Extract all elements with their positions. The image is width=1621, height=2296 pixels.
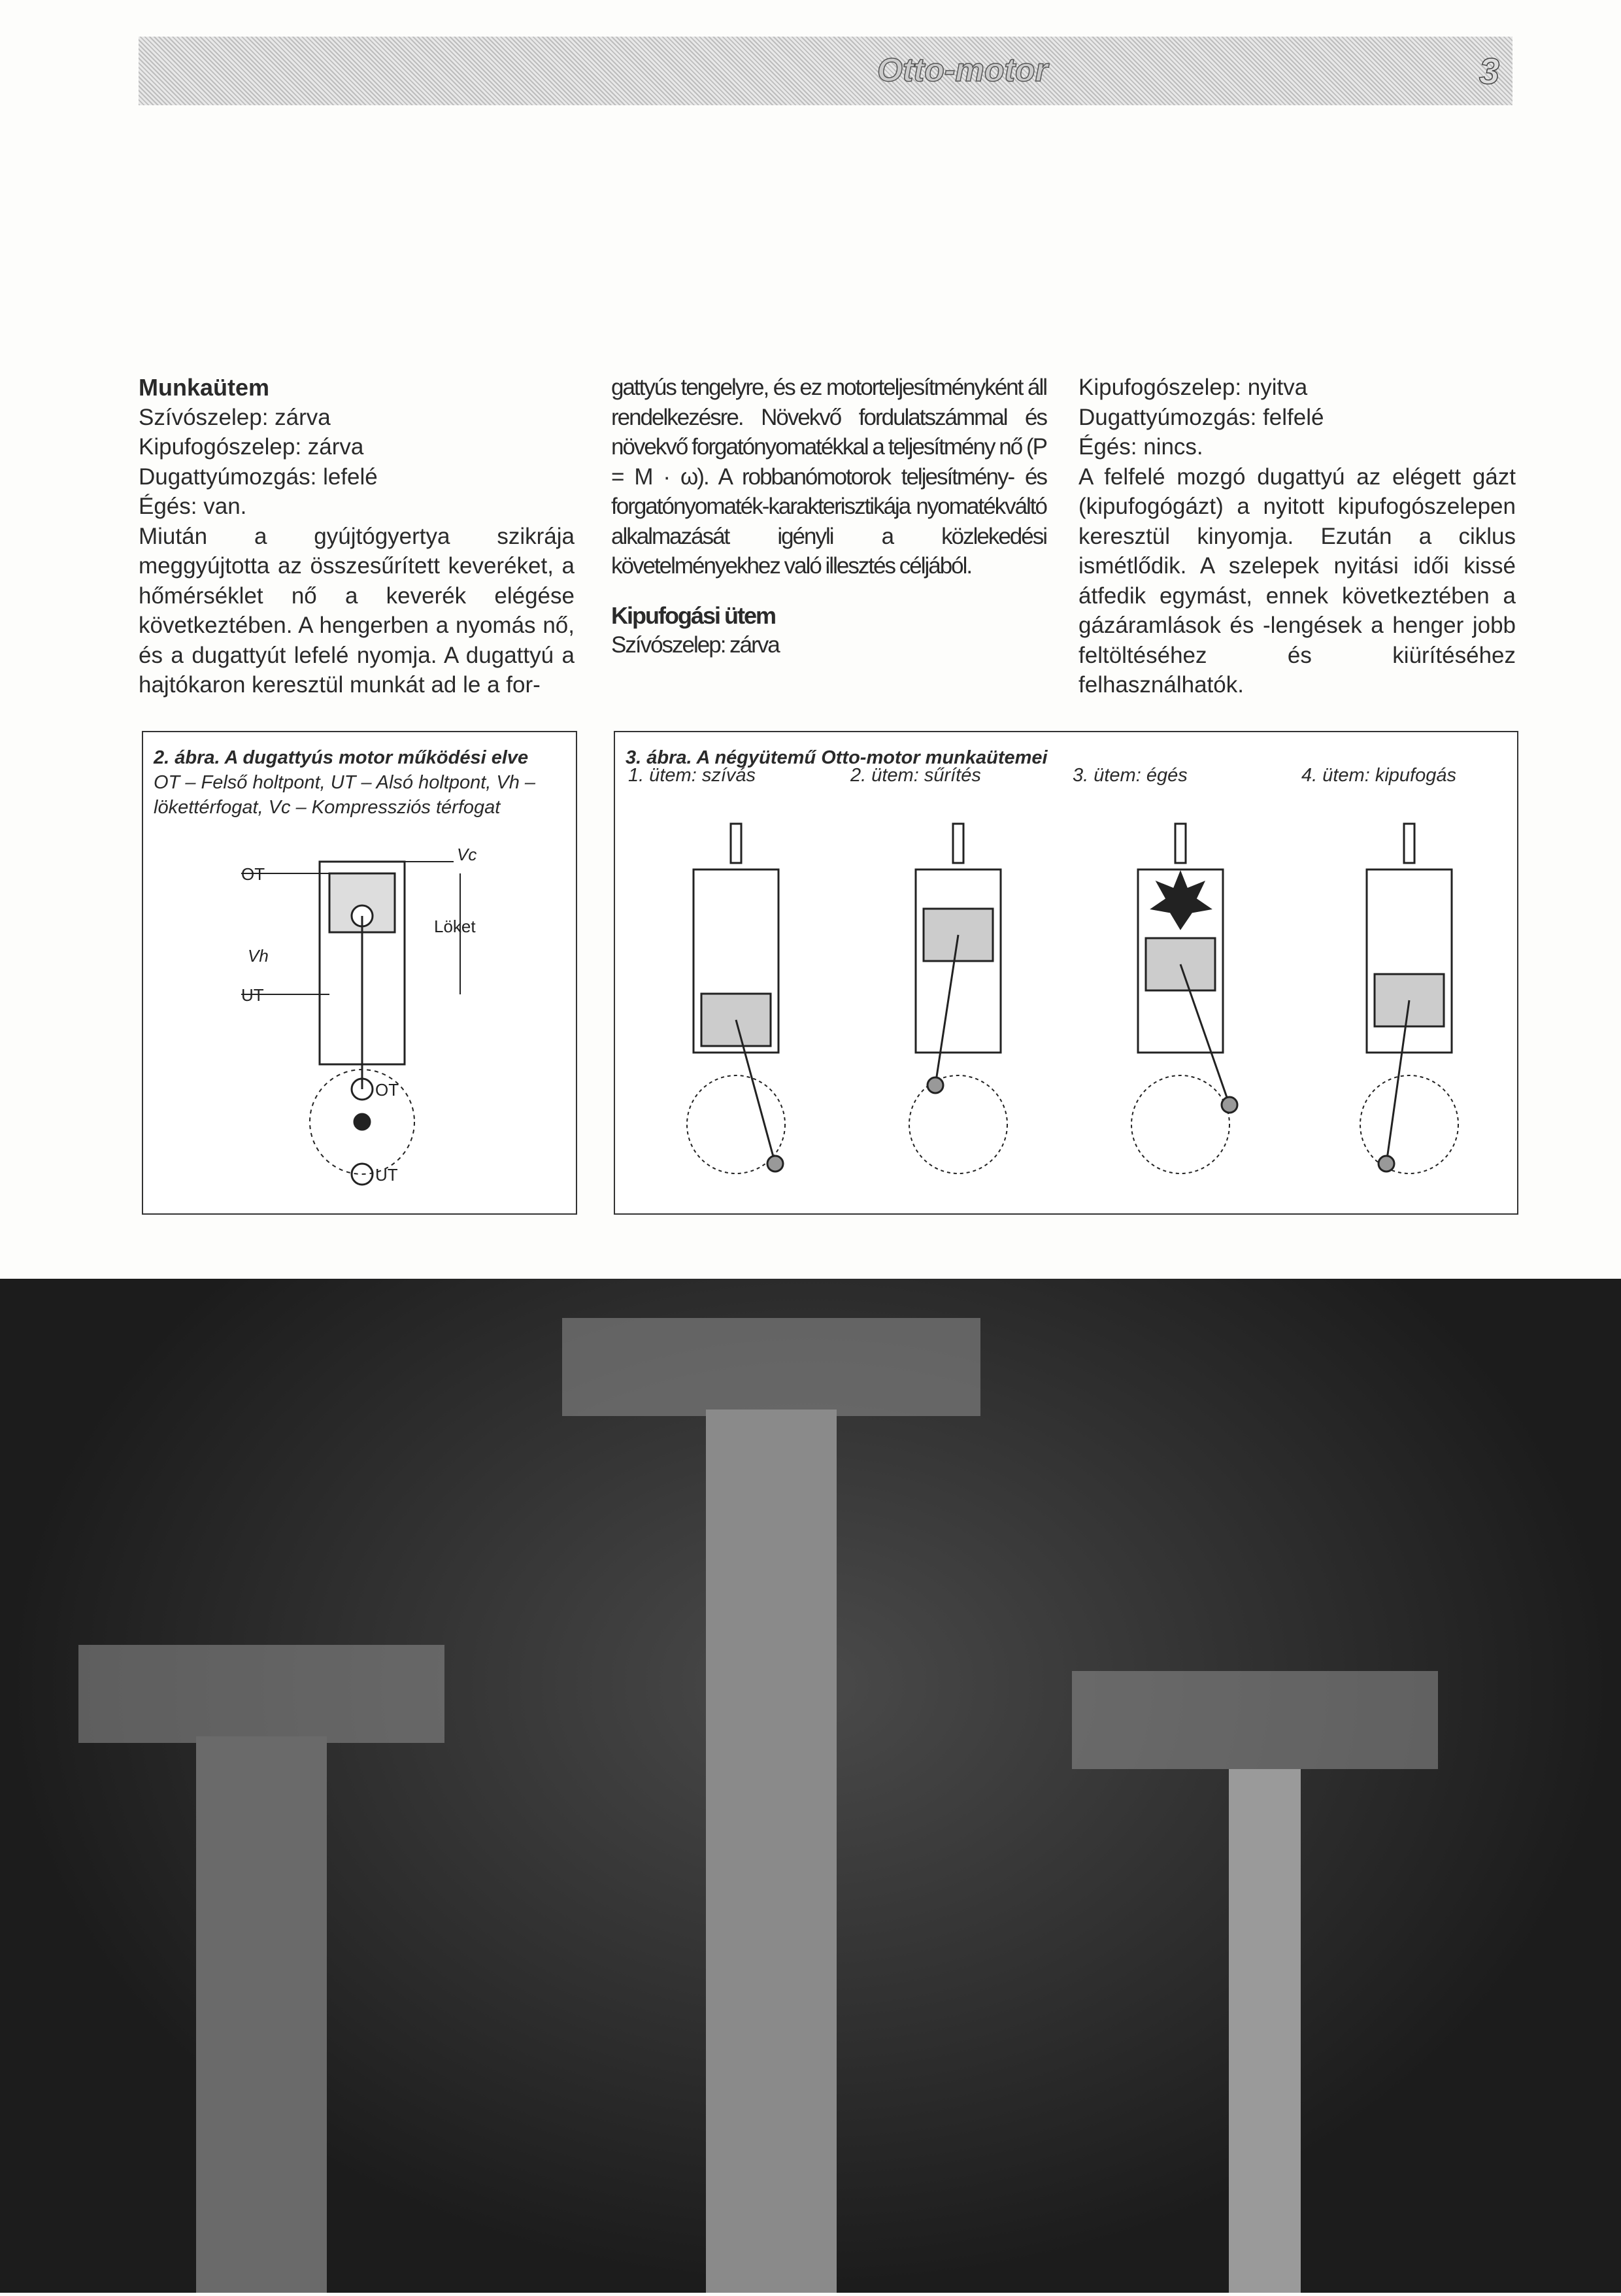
stroke-combustion <box>1131 824 1237 1173</box>
stroke-compression <box>909 824 1007 1173</box>
stroke-exhaust <box>1360 824 1458 1173</box>
step-label-intake: 1. ütem: szívás <box>628 765 756 786</box>
label-ot-crank: OT <box>375 1080 399 1100</box>
paragraph: A felfelé mozgó dugattyú az elégett gázt (kipufogógázt) a nyitott kipufogószelepen keresztül kinyomja. Ezután a ciklus ismétlődik. A szelepek nyitási idői kissé átfedik egymást, ennek következtében a gázáramlások és -lengések a henger jobb feltöltéséhez és kiürítéséhez felhasználhatók. <box>1078 464 1516 698</box>
label-stroke: Löket <box>434 917 476 936</box>
text-line: Dugattyúmozgás: felfelé <box>1078 404 1324 430</box>
text-line: Szívószelep: zárva <box>611 632 779 658</box>
stroke-intake <box>687 824 785 1173</box>
text-line: Dugattyúmozgás: lefelé <box>139 464 378 490</box>
label-vh: Vh <box>248 946 269 966</box>
text-line: Kipufogószelep: zárva <box>139 434 364 460</box>
figure-2-title: 2. ábra. A dugattyús motor működési elve <box>154 747 529 768</box>
label-ot: OT <box>241 864 265 884</box>
page-header <box>139 37 1512 105</box>
text-column-3 <box>1078 373 1516 700</box>
label-ut-crank: UT <box>375 1165 398 1185</box>
text-line: Égés: van. <box>139 494 247 519</box>
paragraph: gattyús tengelyre, és ez motorteljesítményként áll rendelkezésre. Növekvő fordulatszámmal és növekvő forgatónyomatékkal a teljesítmény nő (P = M · ω). A robbanómotorok teljesítmény- és forgatónyomaték-karakterisztikája nyomatékváltó alkalmazását igényli a közlekedési követelményekhez való illesztés céljából. <box>611 375 1046 579</box>
text-line: Szívószelep: zárva <box>139 404 331 430</box>
label-ut: UT <box>241 985 264 1005</box>
paragraph: Miután a gyújtógyertya szikrája meggyújtotta az összesűrített keveréket, a hőmérséklet nő a keverék elégése következtében. A hengerben a nyomás nő, és a dugattyút lefelé nyomja. A dugattyú a hajtókaron keresztül munkát ad le a for- <box>139 523 575 698</box>
text-line: Kipufogószelep: nyitva <box>1078 375 1308 400</box>
figure-2-caption <box>154 745 565 820</box>
step-label-exhaust: 4. ütem: kipufogás <box>1301 765 1456 786</box>
figure-2 <box>142 731 577 1215</box>
figure-2-legend: OT – Felső holtpont, UT – Alsó holtpont, Vh – lökettérfogat, Vc – Kompressziós térfogat <box>154 772 536 818</box>
text-line: Égés: nincs. <box>1078 434 1203 460</box>
piston-motion-photo <box>0 1279 1621 2293</box>
four-stroke-diagram <box>615 817 1517 1209</box>
step-label-combustion: 3. ütem: égés <box>1073 765 1188 786</box>
step-label-compression: 2. ütem: sűrítés <box>850 765 981 786</box>
figure-3 <box>614 731 1518 1215</box>
text-column-1 <box>139 373 575 700</box>
text-column-2 <box>611 373 1046 660</box>
section-heading-exhaust-stroke: Kipufogási ütem <box>611 601 776 629</box>
section-heading-power-stroke: Munkaütem <box>139 374 270 401</box>
label-vc: Vc <box>457 847 477 864</box>
header-title: Otto-motor <box>877 52 1048 88</box>
piston-diagram <box>143 847 576 1213</box>
page-number: 3 <box>1479 50 1499 92</box>
photo-pistons <box>0 1279 1621 2293</box>
figure-3-title: 3. ábra. A négyütemű Otto-motor munkaütemei <box>626 747 1048 768</box>
